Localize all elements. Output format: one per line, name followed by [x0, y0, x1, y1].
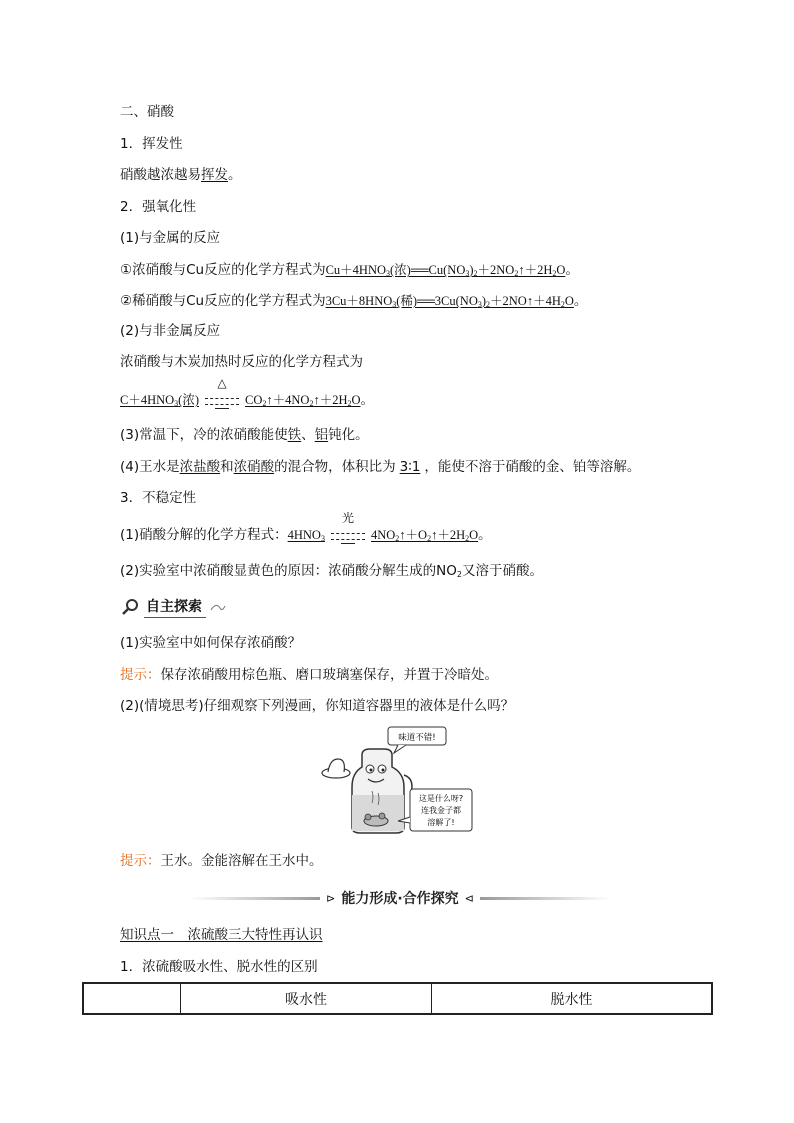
section-banner	[190, 888, 610, 908]
answer-blank: 浓硝酸	[233, 459, 275, 475]
text-part: 和	[220, 459, 234, 475]
equation-carbon: $C+4HNO_3$(浓) △ $CO_2↑+4NO_2↑+2H_2O$。	[120, 376, 374, 408]
hint-cartoon	[120, 851, 323, 871]
equation-answer-right: $CO_2↑+4NO_2↑+2H_2O$	[245, 393, 361, 408]
answer-blank: 挥发	[201, 167, 228, 183]
knowledge-point-title: 知识点一 浓硫酸三大特性再认识	[120, 927, 323, 943]
banner-title: 能力形成·合作探究	[341, 891, 459, 907]
passivation-text	[120, 425, 369, 445]
text-part: (4)王水是	[120, 459, 180, 475]
comparison-table	[82, 982, 713, 1015]
equation-decomposition: (1)硝酸分解的化学方程式：$4HNO_3$ 光 $4NO_2↑+O_2↑+2H_2O$。	[120, 511, 492, 543]
light-condition	[331, 511, 365, 545]
hint-label: 提示：	[120, 853, 161, 869]
answer-blank: 浓盐酸	[179, 459, 221, 475]
hint-label: 提示：	[120, 667, 161, 683]
text-part: (2)实验室中浓硝酸显黄色的原因：浓硝酸分解生成的NO	[120, 563, 457, 579]
self-explore-tag	[120, 596, 226, 618]
self-explore-label: 自主探索	[144, 596, 206, 618]
eq-prefix: ②稀硝酸与Cu反应的化学方程式为	[120, 293, 326, 309]
question-storage: (1)实验室中如何保存浓硝酸？	[120, 635, 302, 651]
heat-condition	[205, 376, 239, 410]
text-part: 的混合物，体积比为	[274, 459, 396, 475]
text-part: 。	[228, 167, 242, 183]
table-header-cell: 吸水性	[181, 983, 432, 1014]
bubble-text-1: 味道不错!	[398, 733, 436, 743]
bubble-text-2-line2: 连我金子都	[421, 806, 461, 815]
subsub-nonmetal-reaction: (2)与非金属反应	[120, 323, 221, 339]
arrow-left-icon: ⊲	[464, 891, 474, 905]
question-cartoon: (2)(情境思考)仔细观察下列漫画，你知道容器里的液体是什么吗？	[120, 698, 515, 714]
subsection-instability: 3．不稳定性	[120, 490, 197, 506]
banner-rule-right	[480, 897, 610, 900]
text-part: 硝酸越浓越易	[120, 167, 201, 183]
magnifier-icon	[120, 597, 140, 617]
volatility-text	[120, 165, 242, 185]
eq-prefix: (1)硝酸分解的化学方程式：	[120, 527, 288, 543]
hint-text: 保存浓硝酸用棕色瓶、磨口玻璃塞保存，并置于冷暗处。	[160, 667, 498, 683]
equation-concentrated-cu: ①浓硝酸与Cu反应的化学方程式为$Cu+4HNO_3$(浓)$══Cu(NO_3)_2+2NO_2↑+2H_2O$。	[120, 262, 579, 278]
table-header-cell	[83, 983, 181, 1014]
equation-dilute-cu: ②稀硝酸与Cu反应的化学方程式为$3Cu+8HNO_3$(稀)$══3Cu(NO_3)_2+2NO↑+4H_2O$。	[120, 293, 588, 309]
yellow-color-reason	[120, 561, 543, 581]
light-sign: 光	[341, 511, 354, 525]
subsection-oxidation: 2．强氧化性	[120, 199, 197, 215]
answer-blank: 铝	[314, 427, 329, 443]
bubble-text-2-line3: 溶解了!	[427, 818, 455, 827]
heat-sign: △	[217, 376, 227, 390]
text-part: ，能使不溶于硝酸的金、铂等溶解。	[424, 459, 641, 475]
carbon-intro: 浓硝酸与木炭加热时反应的化学方程式为	[120, 354, 363, 370]
bubble-text-2-line1: 这是什么呀?	[418, 794, 464, 803]
equation-answer: $3Cu+8HNO_3$(稀)$══3Cu(NO_3)_2+2NO↑+4H_2O$	[325, 294, 574, 309]
answer-blank: 3∶1	[399, 459, 421, 475]
knowledge-point-subtitle: 1．浓硫酸吸水性、脱水性的区别	[120, 959, 318, 975]
subsection-volatility: 1．挥发性	[120, 136, 183, 152]
eq-prefix: ①浓硝酸与Cu反应的化学方程式为	[120, 262, 326, 278]
hint-storage	[120, 665, 498, 685]
section-heading-nitric-acid: 二、硝酸	[120, 104, 174, 120]
equation-answer: $Cu+4HNO_3$(浓)$══Cu(NO_3)_2+2NO_2↑+2H_2O$	[325, 263, 566, 278]
swirl-decoration-icon	[210, 600, 226, 614]
table-header-cell: 脱水性	[432, 983, 713, 1014]
answer-blank: 铁	[287, 427, 302, 443]
text-part: 钝化。	[328, 427, 369, 443]
table-header-row	[83, 983, 712, 1014]
subscript: 2	[456, 570, 462, 579]
arrow-right-icon: ⊳	[326, 891, 336, 905]
text-part: 又溶于硝酸。	[461, 563, 543, 579]
equation-answer-left: $C+4HNO_3$(浓)	[120, 393, 199, 408]
text-part: (3)常温下，冷的浓硝酸能使	[120, 427, 288, 443]
equation-answer-left: $4HNO_3$	[287, 528, 325, 543]
equation-answer-right: $4NO_2↑+O_2↑+2H_2O$	[370, 528, 479, 543]
text-part: 、	[301, 427, 315, 443]
aqua-regia-text	[120, 457, 640, 477]
banner-rule-left	[190, 897, 320, 900]
subsub-metal-reaction: (1)与金属的反应	[120, 230, 221, 246]
aqua-regia-cartoon	[318, 725, 478, 837]
hint-text: 王水。金能溶解在王水中。	[160, 853, 323, 869]
